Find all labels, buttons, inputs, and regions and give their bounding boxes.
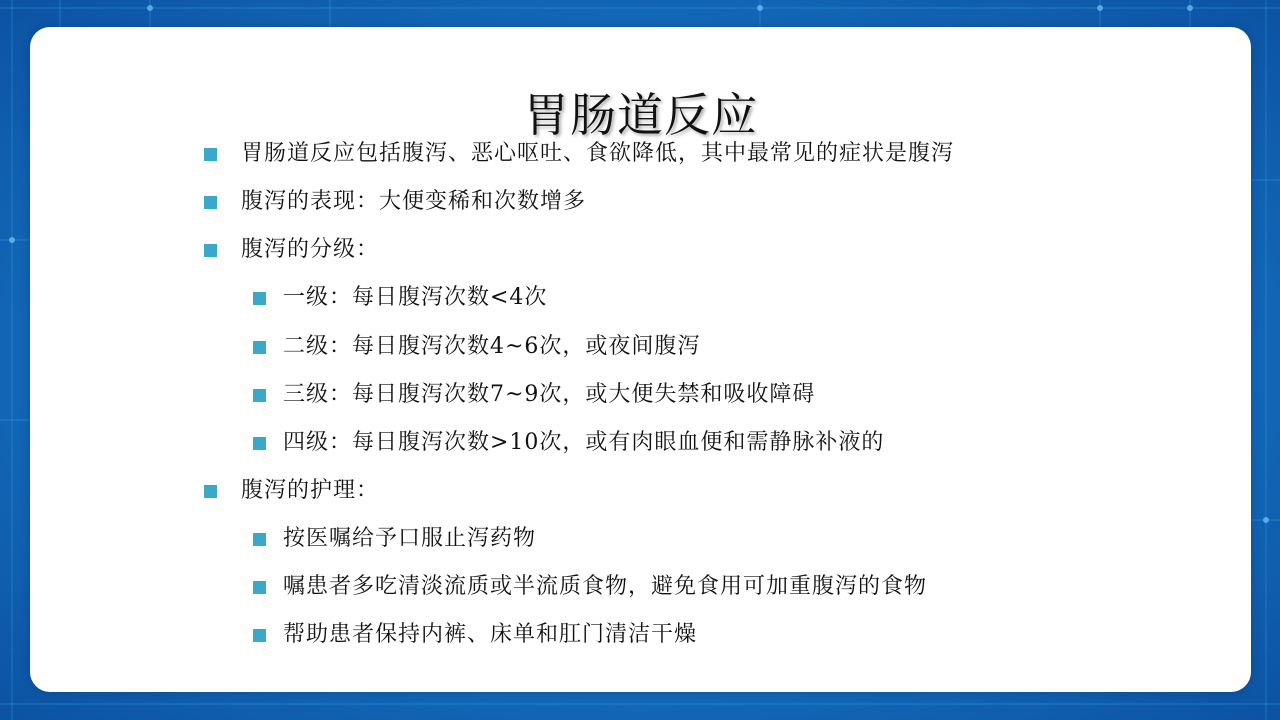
square-bullet-icon xyxy=(204,244,217,257)
square-bullet-icon xyxy=(204,148,217,161)
sub-list-item xyxy=(283,524,536,554)
sub-list-item xyxy=(283,428,884,458)
list-item-text: 四级：每日腹泻次数>10次，或有肉眼血便和需静脉补液的 xyxy=(283,430,885,455)
sub-list-item xyxy=(283,380,815,410)
list-item xyxy=(241,476,379,506)
list-item-text: 嘱患者多吃清淡流质或半流质食物，避免食用可加重腹泻的食物 xyxy=(283,574,928,599)
square-bullet-icon xyxy=(204,485,217,498)
list-item-text: 一级：每日腹泻次数<4次 xyxy=(283,285,548,310)
list-item-text: 按医嘱给予口服止泻药物 xyxy=(283,526,537,551)
square-bullet-icon xyxy=(253,581,266,594)
square-bullet-icon xyxy=(253,629,266,642)
content-card xyxy=(30,27,1251,692)
list-item-text: 帮助患者保持内裤、床单和肛门清洁干燥 xyxy=(283,622,698,647)
list-item xyxy=(241,187,586,217)
square-bullet-icon xyxy=(253,437,266,450)
square-bullet-icon xyxy=(253,341,266,354)
sub-list-item xyxy=(283,620,697,650)
sub-list-item xyxy=(283,572,927,602)
list-item-text: 三级：每日腹泻次数7~9次，或大便失禁和吸收障碍 xyxy=(283,382,816,407)
sub-list-item xyxy=(283,332,700,362)
square-bullet-icon xyxy=(253,533,266,546)
list-item-text: 腹泻的护理： xyxy=(241,478,380,503)
list-item-text: 二级：每日腹泻次数4~6次，或夜间腹泻 xyxy=(283,334,701,359)
list-item-text: 腹泻的分级： xyxy=(241,237,380,262)
slide-title: 胃肠道反应 xyxy=(523,88,758,142)
list-item-text: 腹泻的表现：大便变稀和次数增多 xyxy=(241,189,587,214)
square-bullet-icon xyxy=(253,389,266,402)
sub-list-item xyxy=(283,283,547,313)
list-item-text: 胃肠道反应包括腹泻、恶心呕吐、食欲降低，其中最常见的症状是腹泻 xyxy=(241,141,955,166)
list-item xyxy=(241,139,954,169)
square-bullet-icon xyxy=(204,196,217,209)
square-bullet-icon xyxy=(253,292,266,305)
list-item xyxy=(241,235,379,265)
